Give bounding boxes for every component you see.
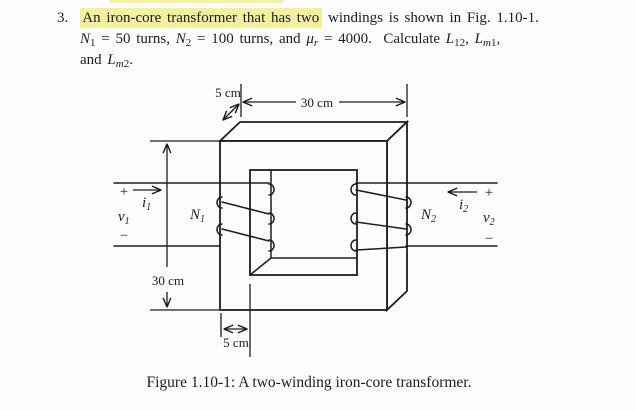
core-right-face	[387, 122, 407, 310]
problem-line-1-text: An iron-core transformer that has two windings is shown in Fig. 1.10-1.	[82, 10, 539, 26]
right-voltage-label: $v_2$	[483, 210, 495, 228]
left-minus-sign: −	[119, 228, 129, 244]
left-current-label: $i_1$	[142, 195, 152, 213]
core-top-face	[220, 122, 407, 141]
left-turns-label: $N_1$	[190, 207, 206, 225]
depth-label: 5 cm	[215, 85, 241, 100]
dimension-width-top	[243, 84, 407, 117]
right-minus-sign: −	[484, 231, 494, 247]
left-terminal	[118, 184, 205, 244]
right-terminal	[420, 185, 495, 247]
figure-caption: Figure 1.10-1: A two-winding iron-core transformer.	[146, 374, 472, 391]
problem-number: 3.	[57, 10, 69, 26]
dimension-height-left	[150, 141, 219, 310]
core-window	[250, 170, 357, 275]
problem-line-3: and $L_{m2}$.	[80, 52, 133, 70]
problem-line-2: $N_1 = 50$ turns, $N_2 = 100$ turns, and $\mu_r = 4000$. Calculate $L_{12}$, $L_{m1}$,	[80, 31, 501, 49]
right-current-label: $i_2$	[459, 197, 469, 215]
height-label: 30 cm	[151, 273, 185, 288]
dimension-depth	[215, 84, 241, 120]
iron-core	[220, 122, 407, 310]
left-plus-sign: +	[119, 184, 129, 200]
leg-label: 5 cm	[223, 335, 249, 350]
right-turns-label: $N_2$	[421, 207, 437, 225]
width-label: 30 cm	[300, 95, 334, 110]
right-plus-sign: +	[484, 185, 494, 201]
left-voltage-label: $v_1$	[118, 209, 130, 227]
depth-arrow	[223, 104, 239, 120]
